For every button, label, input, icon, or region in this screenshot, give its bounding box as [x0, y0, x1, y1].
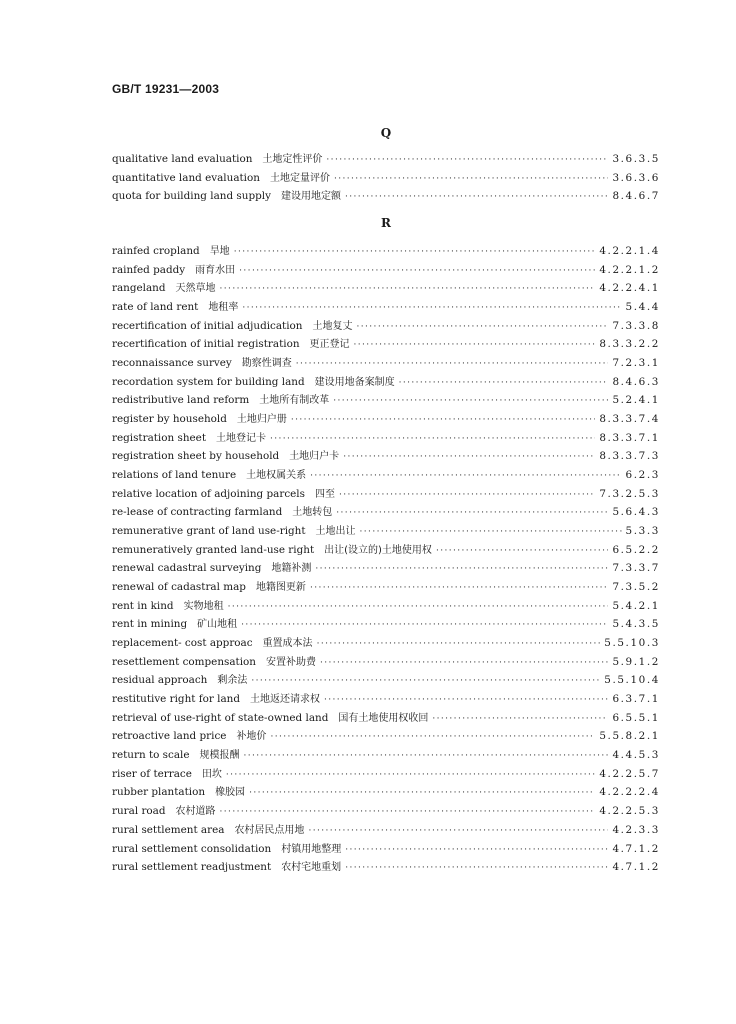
- term-chinese: 实物地租: [183, 600, 224, 612]
- term-chinese: 土地返还请求权: [249, 694, 320, 706]
- dot-leader: [345, 863, 608, 873]
- dot-leader: [354, 340, 596, 350]
- term-english: rent in mining: [112, 618, 188, 631]
- clause-reference: 6.2.3: [625, 469, 660, 482]
- term-chinese: 土地权属关系: [246, 470, 307, 482]
- index-entry: [112, 391, 660, 410]
- dot-leader: [228, 602, 609, 612]
- dot-leader: [432, 714, 608, 724]
- clause-reference: 4.7.1.2: [612, 861, 660, 874]
- clause-reference: 7.3.2.5.3: [599, 487, 660, 500]
- term-english: retroactive land price: [112, 730, 227, 743]
- index-entry: [112, 335, 660, 354]
- index-entry: [112, 150, 660, 169]
- term-english: renewal cadastral surveying: [112, 562, 262, 575]
- term-chinese: 四至: [314, 488, 335, 500]
- clause-reference: 5.5.8.2.1: [599, 730, 660, 743]
- dot-leader: [360, 527, 622, 537]
- index-list-r: [112, 242, 660, 877]
- clause-reference: 4.2.2.2.4: [599, 786, 660, 799]
- index-entry: [112, 802, 660, 821]
- dot-leader: [310, 583, 609, 593]
- clause-reference: 6.3.7.1: [612, 693, 660, 706]
- clause-reference: 4.2.2.5.7: [599, 767, 660, 780]
- index-entry: [112, 597, 660, 616]
- dot-leader: [296, 359, 609, 369]
- dot-leader: [241, 620, 608, 630]
- term-english: restitutive right for land: [112, 693, 240, 706]
- term-english: return to scale: [112, 749, 190, 762]
- dot-leader: [234, 247, 596, 257]
- term-chinese: 地籍图更新: [255, 582, 306, 594]
- term-english: registration sheet by household: [112, 450, 280, 463]
- section-letter-r: R: [381, 216, 391, 230]
- term-english: relations of land tenure: [112, 469, 237, 482]
- term-english: rural settlement consolidation: [112, 842, 272, 855]
- term-chinese: 地租率: [208, 302, 239, 314]
- index-entry: [112, 522, 660, 541]
- dot-leader: [239, 266, 595, 276]
- dot-leader: [291, 415, 595, 425]
- term-chinese: 出让(设立的)土地使用权: [324, 544, 432, 556]
- term-english: remuneratively granted land-use right: [112, 543, 315, 556]
- index-entry: [112, 169, 660, 188]
- index-entry: [112, 634, 660, 653]
- term-english: relative location of adjoining parcels: [112, 487, 305, 500]
- term-chinese: 土地出让: [315, 526, 356, 538]
- term-chinese: 橡胶园: [215, 787, 246, 799]
- index-entry: [112, 373, 660, 392]
- clause-reference: 5.5.10.4: [604, 674, 660, 687]
- dot-leader: [333, 396, 608, 406]
- clause-reference: 6.5.5.1: [612, 711, 660, 724]
- clause-reference: 5.4.2.1: [612, 599, 660, 612]
- index-entry: [112, 279, 660, 298]
- dot-leader: [251, 676, 600, 686]
- term-english: renewal of cadastral map: [112, 581, 246, 594]
- term-english: re-lease of contracting farmland: [112, 506, 283, 519]
- clause-reference: 8.3.3.7.1: [599, 431, 660, 444]
- dot-leader: [345, 192, 608, 202]
- clause-reference: 3.6.3.5: [612, 153, 660, 165]
- dot-leader: [220, 807, 596, 817]
- term-english: quota for building land supply: [112, 190, 271, 203]
- term-chinese: 雨育水田: [195, 264, 236, 276]
- term-english: register by household: [112, 413, 227, 426]
- clause-reference: 4.2.2.4.1: [599, 282, 660, 295]
- term-english: rangeland: [112, 282, 166, 295]
- term-chinese: 勘察性调查: [241, 358, 292, 370]
- term-english: resettlement compensation: [112, 655, 256, 668]
- clause-reference: 5.2.4.1: [612, 394, 660, 407]
- index-entry: [112, 690, 660, 709]
- index-list-q: [112, 150, 660, 206]
- clause-reference: 5.3.3: [625, 525, 660, 538]
- dot-leader: [399, 378, 609, 388]
- index-entry: [112, 447, 660, 466]
- index-entry: [112, 709, 660, 728]
- term-chinese: 土地所有制改革: [259, 395, 330, 407]
- index-entry: [112, 541, 660, 560]
- term-chinese: 国有土地使用权收回: [338, 712, 429, 724]
- term-english: rent in kind: [112, 599, 174, 612]
- term-chinese: 更正登记: [309, 339, 350, 351]
- clause-reference: 7.2.3.1: [612, 357, 660, 370]
- term-english: retrieval of use-right of state-owned land: [112, 711, 329, 724]
- term-english: redistributive land reform: [112, 394, 250, 407]
- index-entry: [112, 821, 660, 840]
- clause-reference: 4.7.1.2: [612, 842, 660, 855]
- dot-leader: [310, 471, 621, 481]
- dot-leader: [317, 639, 601, 649]
- term-chinese: 剩余法: [217, 675, 248, 687]
- term-english: qualitative land evaluation: [112, 153, 253, 165]
- term-chinese: 补地价: [236, 731, 267, 743]
- term-english: rural road: [112, 805, 166, 818]
- term-chinese: 土地归户册: [236, 414, 287, 426]
- dot-leader: [315, 564, 608, 574]
- clause-reference: 5.9.1.2: [612, 655, 660, 668]
- dot-leader: [343, 452, 595, 462]
- section-letter-q: Q: [380, 126, 392, 140]
- clause-reference: 3.6.3.6: [612, 171, 660, 184]
- term-chinese: 土地复丈: [312, 320, 353, 332]
- dot-leader: [336, 508, 608, 518]
- dot-leader: [334, 174, 608, 184]
- clause-reference: 4.2.2.5.3: [599, 805, 660, 818]
- index-entry: [112, 746, 660, 765]
- index-entry: [112, 783, 660, 802]
- term-english: residual approach: [112, 674, 208, 687]
- term-english: rainfed cropland: [112, 245, 200, 257]
- clause-reference: 8.3.3.2.2: [599, 338, 660, 351]
- term-english: remunerative grant of land use-right: [112, 525, 306, 538]
- index-entry: [112, 261, 660, 280]
- dot-leader: [308, 826, 608, 836]
- dot-leader: [244, 751, 609, 761]
- dot-leader: [220, 284, 596, 294]
- term-english: replacement- cost approac: [112, 637, 253, 650]
- dot-leader: [339, 490, 595, 500]
- index-entry: [112, 187, 660, 206]
- index-entry: [112, 466, 660, 485]
- index-entry: [112, 858, 660, 877]
- term-english: rubber plantation: [112, 786, 206, 799]
- term-chinese: 矿山地租: [197, 619, 238, 631]
- term-chinese: 村镇用地整理: [281, 843, 342, 855]
- clause-reference: 5.4.4: [625, 301, 660, 314]
- clause-reference: 8.4.6.7: [612, 190, 660, 203]
- term-english: recertification of initial adjudication: [112, 319, 303, 332]
- index-entry: [112, 559, 660, 578]
- term-english: reconnaissance survey: [112, 357, 232, 370]
- term-chinese: 地籍补测: [271, 563, 312, 575]
- clause-reference: 5.6.4.3: [612, 506, 660, 519]
- term-chinese: 建设用地备案制度: [314, 376, 395, 388]
- clause-reference: 4.2.2.1.4: [599, 245, 660, 257]
- clause-reference: 8.4.6.3: [612, 375, 660, 388]
- dot-leader: [320, 658, 608, 668]
- term-chinese: 田坎: [201, 768, 222, 780]
- clause-reference: 4.2.2.1.2: [599, 263, 660, 276]
- index-entry: [112, 429, 660, 448]
- dot-leader: [436, 546, 609, 556]
- index-entry: [112, 485, 660, 504]
- index-entry: [112, 503, 660, 522]
- term-chinese: 旱地: [209, 246, 230, 257]
- term-english: recordation system for building land: [112, 375, 305, 388]
- term-chinese: 安置补助费: [266, 656, 316, 668]
- clause-reference: 5.5.10.3: [604, 637, 660, 650]
- standard-id: GB/T 19231—2003: [112, 82, 220, 96]
- term-english: registration sheet: [112, 431, 207, 444]
- term-english: recertification of initial registration: [112, 338, 300, 351]
- dot-leader: [226, 770, 595, 780]
- dot-leader: [324, 695, 608, 705]
- index-entry: [112, 727, 660, 746]
- term-chinese: 土地定性评价: [262, 154, 323, 165]
- clause-reference: 4.2.3.3: [612, 823, 660, 836]
- term-english: quantitative land evaluation: [112, 171, 260, 184]
- term-chinese: 土地归户卡: [289, 451, 340, 463]
- term-english: riser of terrace: [112, 767, 192, 780]
- term-chinese: 土地转包: [292, 507, 333, 519]
- term-chinese: 农村道路: [175, 806, 216, 818]
- term-english: rural settlement readjustment: [112, 861, 272, 874]
- clause-reference: 8.3.3.7.3: [599, 450, 660, 463]
- dot-leader: [326, 155, 608, 165]
- index-entry: [112, 242, 660, 261]
- dot-leader: [345, 845, 608, 855]
- term-chinese: 建设用地定额: [280, 191, 341, 203]
- term-chinese: 规模报酬: [199, 750, 240, 762]
- term-chinese: 农村居民点用地: [234, 824, 305, 836]
- index-entry: [112, 671, 660, 690]
- index-entry: [112, 354, 660, 373]
- term-english: rate of land rent: [112, 301, 199, 314]
- term-chinese: 重置成本法: [262, 638, 313, 650]
- index-entry: [112, 298, 660, 317]
- dot-leader: [249, 788, 595, 798]
- dot-leader: [270, 434, 595, 444]
- index-entry: [112, 578, 660, 597]
- clause-reference: 5.4.3.5: [612, 618, 660, 631]
- term-english: rural settlement area: [112, 823, 225, 836]
- index-entry: [112, 765, 660, 784]
- clause-reference: 7.3.5.2: [612, 581, 660, 594]
- term-english: rainfed paddy: [112, 263, 186, 276]
- dot-leader: [357, 322, 609, 332]
- index-entry: [112, 410, 660, 429]
- dot-leader: [242, 303, 621, 313]
- dot-leader: [270, 732, 595, 742]
- term-chinese: 农村宅地重划: [281, 862, 342, 874]
- clause-reference: 6.5.2.2: [612, 543, 660, 556]
- clause-reference: 7.3.3.8: [612, 319, 660, 332]
- clause-reference: 8.3.3.7.4: [599, 413, 660, 426]
- term-chinese: 土地登记卡: [216, 432, 267, 444]
- index-entry: [112, 840, 660, 859]
- term-chinese: 土地定量评价: [269, 172, 330, 184]
- term-chinese: 天然草地: [175, 283, 216, 295]
- index-entry: [112, 653, 660, 672]
- index-entry: [112, 615, 660, 634]
- clause-reference: 7.3.3.7: [612, 562, 660, 575]
- clause-reference: 4.4.5.3: [612, 749, 660, 762]
- index-entry: [112, 317, 660, 336]
